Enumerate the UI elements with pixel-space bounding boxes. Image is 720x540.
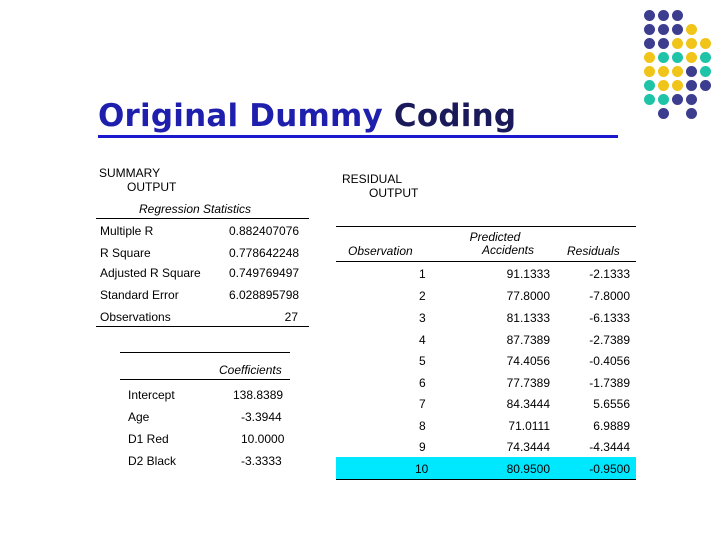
- table-row-res: -2.7389: [589, 333, 630, 347]
- dot-icon: [700, 38, 711, 49]
- regression-table-bottom-rule: [96, 326, 309, 327]
- coef-label: D1 Red: [128, 432, 169, 446]
- stat-label: Observations: [100, 310, 171, 324]
- coef-label: Intercept: [128, 388, 175, 402]
- dot-icon: [658, 24, 669, 35]
- dot-icon: [658, 94, 669, 105]
- dot-icon: [700, 66, 711, 77]
- dot-icon: [644, 10, 655, 21]
- table-row-obs: 1: [419, 267, 426, 281]
- dot-icon: [658, 80, 669, 91]
- table-row-res: -4.3444: [589, 440, 630, 454]
- coefficients-header: Coefficients: [219, 363, 282, 377]
- summary-heading-line2: OUTPUT: [127, 180, 177, 194]
- table-row-res: -1.7389: [589, 376, 630, 390]
- table-row-pred: 77.7389: [506, 376, 550, 390]
- dot-icon: [700, 52, 711, 63]
- table-row-pred: 74.4056: [506, 354, 550, 368]
- residual-heading-line2: OUTPUT: [369, 186, 419, 200]
- coef-value: -3.3944: [241, 410, 282, 424]
- col-header-predicted-line1: Predicted: [469, 230, 521, 244]
- coef-value: 138.8389: [233, 388, 284, 402]
- table-row-pred: 71.0111: [508, 419, 550, 433]
- table-row-obs: 5: [419, 354, 426, 368]
- table-row-pred: 74.3444: [506, 440, 550, 454]
- stat-label: R Square: [100, 246, 151, 260]
- col-header-residuals: Residuals: [567, 244, 620, 258]
- dot-icon: [644, 80, 655, 91]
- dot-icon: [658, 108, 669, 119]
- regression-statistics-header: Regression Statistics: [139, 202, 252, 216]
- dot-icon: [686, 24, 697, 35]
- dot-icon: [700, 80, 711, 91]
- coef-value: -3.3333: [241, 454, 282, 468]
- dot-icon: [644, 38, 655, 49]
- slide-title: [98, 98, 516, 134]
- dot-icon: [644, 24, 655, 35]
- table-row-obs: 7: [419, 397, 426, 411]
- residual-table-bottom-rule: [336, 479, 636, 480]
- table-row-pred: 91.1333: [506, 267, 550, 281]
- dot-icon: [672, 38, 683, 49]
- dot-icon: [686, 38, 697, 49]
- table-row-obs: 4: [419, 333, 426, 347]
- table-row-obs: 9: [419, 440, 426, 454]
- dot-icon: [686, 108, 697, 119]
- dot-icon: [658, 10, 669, 21]
- dot-icon: [658, 52, 669, 63]
- table-row-res: -0.4056: [589, 354, 630, 368]
- table-row-pred: 80.9500: [506, 462, 550, 476]
- dot-icon: [672, 10, 683, 21]
- title-part2: Coding: [393, 98, 517, 134]
- dot-icon: [672, 94, 683, 105]
- stat-value: 0.882407076: [229, 224, 300, 238]
- dot-icon: [658, 66, 669, 77]
- dot-icon: [686, 80, 697, 91]
- title-part1: Original Dummy: [98, 98, 383, 134]
- table-row-res: 5.6556: [593, 397, 630, 411]
- table-row-res: -6.1333: [589, 311, 630, 325]
- stat-label: Standard Error: [100, 288, 179, 302]
- dot-icon: [644, 52, 655, 63]
- coef-label: D2 Black: [128, 454, 177, 468]
- dot-icon: [686, 94, 697, 105]
- stat-label: Adjusted R Square: [100, 266, 201, 280]
- residual-heading-line1: RESIDUAL: [342, 172, 403, 186]
- stat-value: 27: [284, 310, 298, 324]
- residual-table-header-rule: [336, 261, 636, 262]
- table-row-obs: 2: [419, 289, 426, 303]
- title-underline: [98, 135, 618, 138]
- dot-icon: [686, 52, 697, 63]
- dot-icon: [672, 66, 683, 77]
- table-row-pred: 77.8000: [506, 289, 550, 303]
- dot-icon: [686, 66, 697, 77]
- table-row-obs: 10: [415, 462, 429, 476]
- dot-icon: [672, 52, 683, 63]
- table-row-res: -2.1333: [589, 267, 630, 281]
- residual-table-top-rule: [336, 226, 636, 227]
- table-row-obs: 3: [419, 311, 426, 325]
- coef-label: Age: [128, 410, 150, 424]
- coef-table-header-rule: [120, 379, 290, 380]
- table-row-pred: 84.3444: [506, 397, 550, 411]
- coef-value: 10.0000: [241, 432, 285, 446]
- table-row-pred: 81.1333: [506, 311, 550, 325]
- regression-table-top-rule: [96, 218, 309, 219]
- table-row-res: 6.9889: [593, 419, 630, 433]
- col-header-observation: Observation: [348, 244, 413, 258]
- dot-icon: [644, 94, 655, 105]
- stat-label: Multiple R: [100, 224, 154, 238]
- table-row-pred: 87.7389: [506, 333, 550, 347]
- table-row-res: -0.9500: [589, 462, 630, 476]
- dot-icon: [672, 24, 683, 35]
- col-header-predicted-line2: Accidents: [481, 243, 535, 257]
- dot-icon: [644, 66, 655, 77]
- table-row-obs: 6: [419, 376, 426, 390]
- stat-value: 0.749769497: [229, 266, 300, 280]
- table-row-obs: 8: [419, 419, 426, 433]
- dot-icon: [658, 38, 669, 49]
- decorative-dot-grid: [630, 10, 710, 120]
- summary-heading-line1: SUMMARY: [99, 166, 161, 180]
- dot-icon: [672, 80, 683, 91]
- table-row-res: -7.8000: [589, 289, 630, 303]
- stat-value: 0.778642248: [229, 246, 300, 260]
- coef-table-top-rule: [120, 352, 290, 353]
- stat-value: 6.028895798: [229, 288, 300, 302]
